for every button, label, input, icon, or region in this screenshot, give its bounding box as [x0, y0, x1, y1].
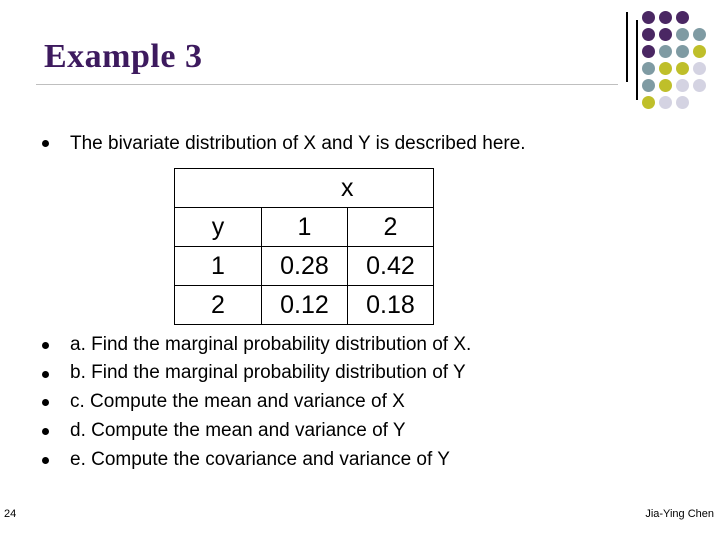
decor-dot [693, 28, 706, 41]
decor-dot [659, 96, 672, 109]
decor-dot [642, 45, 655, 58]
task-item: d. Compute the mean and variance of Y [70, 420, 406, 441]
distribution-table [174, 168, 434, 325]
table-row [175, 286, 434, 325]
decor-dot [676, 11, 689, 24]
decor-dot [659, 45, 672, 58]
decor-dot [659, 79, 672, 92]
table-row-header-label: y [175, 208, 262, 247]
decor-dot [693, 45, 706, 58]
table-y-value: 1 [175, 247, 262, 286]
table-cell: 0.12 [262, 286, 348, 325]
table-corner-cell [175, 169, 262, 208]
intro-text: The bivariate distribution of X and Y is described here. [70, 133, 526, 154]
decor-dot [642, 62, 655, 75]
task-item: e. Compute the covariance and variance of Y [70, 449, 450, 470]
slide-number: 24 [4, 508, 17, 520]
table-column-header: x [262, 169, 434, 208]
task-item: b. Find the marginal probability distribution of Y [70, 362, 466, 383]
bullet-marker [42, 371, 49, 378]
decor-dot [659, 11, 672, 24]
table-row [175, 247, 434, 286]
table-cell: 0.18 [348, 286, 434, 325]
slide-title: Example 3 [44, 38, 203, 75]
bullet-marker [42, 428, 49, 435]
decor-dot [676, 45, 689, 58]
table-x-value: 1 [262, 208, 348, 247]
decor-dot [659, 28, 672, 41]
decor-dot [676, 62, 689, 75]
task-item: a. Find the marginal probability distribution of X. [70, 334, 472, 355]
title-divider [36, 84, 618, 85]
decor-dot [642, 96, 655, 109]
decor-bar-left [626, 12, 628, 82]
decor-dot [642, 11, 655, 24]
decor-dot [676, 96, 689, 109]
bullet-marker [42, 140, 49, 147]
decor-dot [642, 28, 655, 41]
decor-dot [659, 62, 672, 75]
decor-dot [676, 28, 689, 41]
bullet-marker [42, 457, 49, 464]
decor-dot [693, 62, 706, 75]
table-y-value: 2 [175, 286, 262, 325]
table-cell: 0.42 [348, 247, 434, 286]
decor-dot [676, 79, 689, 92]
author-footer: Jia-Ying Chen [645, 508, 714, 520]
task-item: c. Compute the mean and variance of X [70, 391, 405, 412]
bullet-marker [42, 399, 49, 406]
decor-bar-right [636, 20, 638, 100]
decor-dot [693, 79, 706, 92]
table-x-value: 2 [348, 208, 434, 247]
table-cell: 0.28 [262, 247, 348, 286]
decor-dot [642, 79, 655, 92]
bullet-marker [42, 342, 49, 349]
